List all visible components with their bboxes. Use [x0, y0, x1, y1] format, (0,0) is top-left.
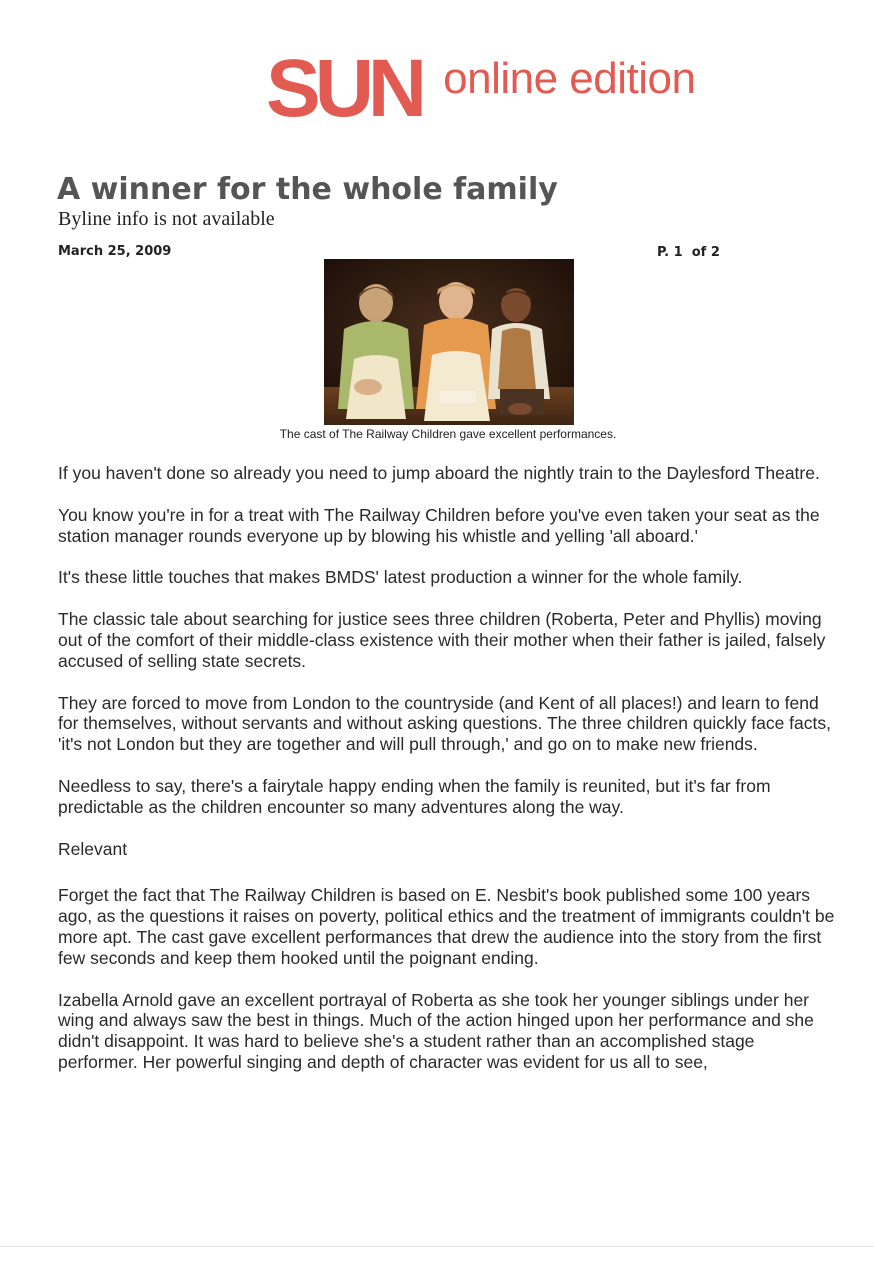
- page-indicator: P. 1 of 2: [657, 245, 720, 260]
- photo-caption: The cast of The Railway Children gave excellent performances.: [279, 427, 617, 441]
- article-paragraph: It's these little touches that makes BMDS' latest production a winner for the whole family.: [58, 567, 743, 588]
- article-paragraph: They are forced to move from London to the countryside (and Kent of all places!) and learn to fend for themselves, without servants and without asking questions. The three children quickly face facts, 'it's not London but they are together and will pull through,' and go on to make new friends.: [58, 692, 831, 755]
- article-paragraph: Izabella Arnold gave an excellent portrayal of Roberta as she took her younger siblings under her wing and always saw the best in things. Much of the action hinged upon her performance and she didn't disappoint. It was hard to believe she's a student rather than an accomplished stage performer. Her powerful singing and depth of character was evident for us all to see,: [58, 989, 814, 1072]
- cast-photo: [324, 259, 574, 425]
- article-paragraph: If you haven't done so already you need to jump aboard the nightly train to the Daylesford Theatre.: [58, 463, 820, 483]
- article-headline: A winner for the whole family: [57, 172, 558, 207]
- article-paragraph: Forget the fact that The Railway Children is based on E. Nesbit's book published some 100 years ago, as the questions it raises on poverty, political ethics and the treatment of immigrants couldn't be more apt. The cast gave excellent performances that drew the audience into the story from the first few seconds and keep them hooked until the poignant ending.: [58, 885, 835, 968]
- masthead-edition: online edition: [443, 54, 696, 103]
- article-paragraph: The classic tale about searching for justice sees three children (Roberta, Peter and Phyllis) moving out of the comfort of their middle-class existence with their mother when their father is jailed, falsely accused of selling state secrets.: [58, 609, 826, 671]
- article-date: March 25, 2009: [58, 244, 172, 259]
- article-subheading: Relevant: [58, 838, 128, 859]
- masthead-brand: SUN: [266, 43, 422, 134]
- page-divider: [0, 1246, 874, 1247]
- article-paragraph: You know you're in for a treat with The Railway Children before you've even taken your seat as the station manager rounds everyone up by blowing his whistle and yelling 'all aboard.': [58, 504, 820, 546]
- article-paragraph: Needless to say, there's a fairytale happy ending when the family is reunited, but it's far from predictable as the children encounter so many adventures along the way.: [58, 775, 771, 817]
- article-byline: Byline info is not available: [58, 208, 275, 230]
- article-body: [58, 463, 836, 1094]
- masthead: [266, 43, 696, 134]
